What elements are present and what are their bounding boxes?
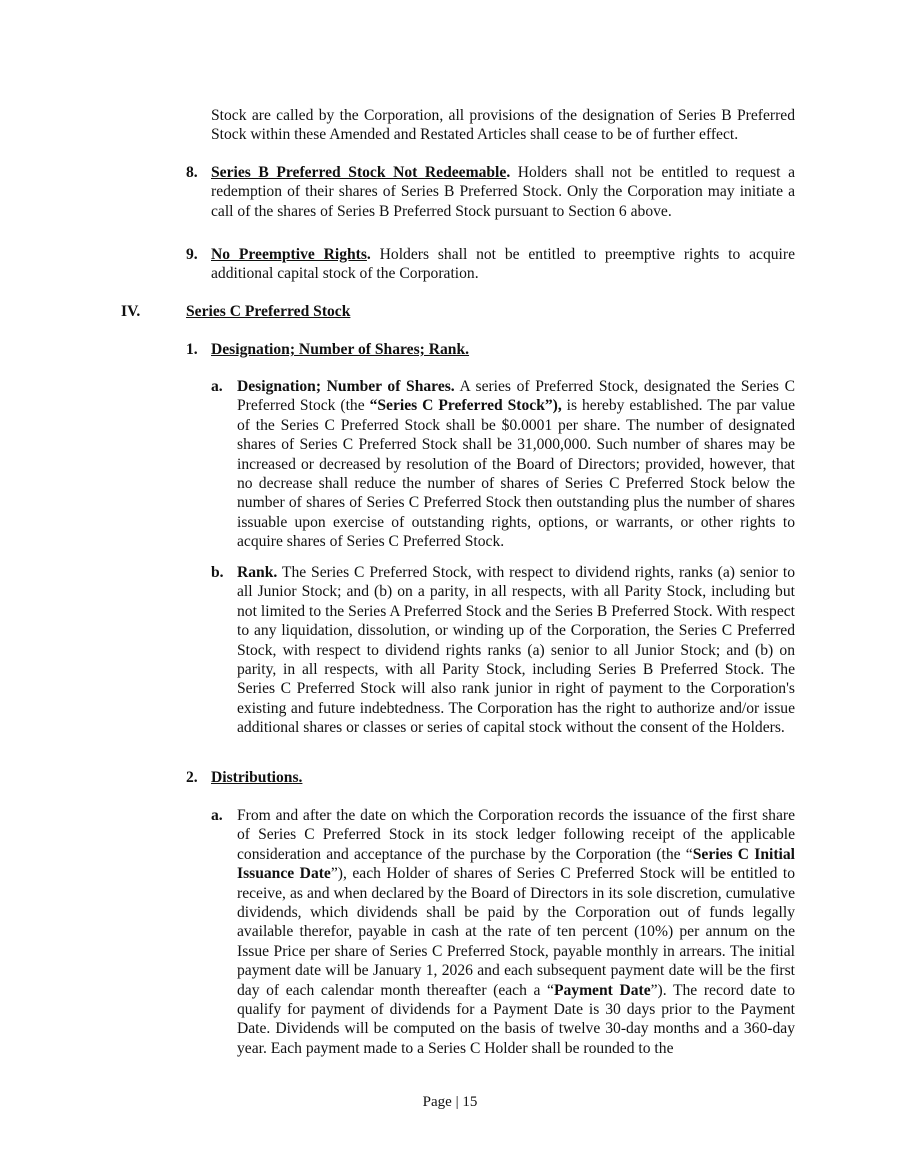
subsection-2a-paragraph: From and after the date on which the Corporation records the issuance of the first share of Series C Preferred Stock in its stock ledger following receipt of the applicable consideration and acceptance of the purchase by the Corporation (the “Series C Initial Issuance Date”), each Holder of shares of Series C Preferred Stock will be entitled to receive, as and when declared by the Board of Directors in its sole discretion, cumulative dividends, which dividends shall be paid by the Corporation out of funds legally available therefor, payable in cash at the rate of ten percent (10%) per annum on the Issue Price per share of Series C Preferred Stock, payable monthly in arrears. The initial payment date will be January 1, 2026 and each subsequent payment date will be the first day of each calendar month thereafter (each a “Payment Date”). The record date to qualify for payment of dividends for a Payment Date is 30 days prior to the Payment Date. Dividends will be computed on the basis of twelve 30-day months and a 360-day year. Each payment made to a Series C Holder shall be rounded to the: [237, 807, 796, 1057]
intro-text: Stock are called by the Corporation, all provisions of the designation of Series B Preferred Stock within these Amended and Restated Articles shall cease to be of further effect.: [211, 107, 795, 144]
subsection-1b-paragraph: Rank. The Series C Preferred Stock, with respect to dividend rights, ranks (a) senior to all Junior Stock; and (b) on a parity, in all respects, with all Parity Stock, including but not limited to the Series A Preferred Stock and the Series B Preferred Stock. With respect to any liquidation, dissolution, or winding up of the Corporation, the Series C Preferred Stock, with respect to dividend rights ranks (a) senior to all Junior Stock; and (b) on parity, in all respects, with all Parity Stock, including Series B Preferred Stock. The Series C Preferred Stock will also rank junior in right of payment to the Corporation's existing and future indebtedness. The Corporation has the right to authorize and/or issue additional shares or classes or series of capital stock without the consent of the Holders.: [237, 564, 795, 737]
defined-term-payment-date: Payment Date: [553, 981, 651, 999]
defined-term-initial-issuance-date: Series C Initial Issuance Date: [237, 845, 796, 883]
article-4-title: Series C Preferred Stock: [186, 303, 351, 320]
defined-term-series-c: “Series C Preferred Stock”),: [369, 397, 562, 415]
intro-paragraph: [211, 106, 795, 145]
subsection-2-title: Distributions.: [211, 769, 303, 786]
subsection-1a-title: Designation; Number of Shares.: [237, 378, 455, 395]
subsection-1b-title: Rank.: [237, 564, 278, 581]
subsection-1-number: 1.: [186, 341, 198, 358]
subsection-2a-label: a.: [211, 807, 223, 824]
subsection-1a-paragraph: Designation; Number of Shares. A series of Preferred Stock, designated the Series C Preferred Stock (the “Series C Preferred Stock”), is hereby established. The par value of the Series C Preferred Stock shall be $0.0001 per share. The number of designated shares of Series C Preferred Stock shall be 31,000,000. Such number of shares may be increased or decreased by resolution of the Board of Directors; provided, however, that no decrease shall reduce the number of shares of Series C Preferred Stock below the number of shares of Series C Preferred Stock then outstanding plus the number of shares issuable upon exercise of outstanding rights, options, or warrants, or other rights to acquire shares of Series C Preferred Stock.: [237, 378, 795, 551]
section-9-title: No Preemptive Rights: [211, 246, 367, 263]
section-8-number: 8.: [186, 164, 198, 181]
section-9-paragraph: No Preemptive Rights. Holders shall not be entitled to preemptive rights to acquire additional capital stock of the Corporation.: [211, 246, 795, 283]
subsection-2-number: 2.: [186, 769, 198, 786]
section-8-text: Holders shall not be entitled to request a redemption of their shares of Series B Preferred Stock. Only the Corporation may initiate a call of the shares of Series B Preferred Stock pursuant to Section 6 above.: [211, 164, 795, 220]
article-4-number: IV.: [121, 303, 141, 320]
section-8-title: Series B Preferred Stock Not Redeemable: [211, 164, 507, 181]
section-9-number: 9.: [186, 246, 198, 263]
subsection-1b-label: b.: [211, 564, 224, 581]
page-number-footer: Page | 15: [422, 1094, 478, 1110]
section-8-paragraph: Series B Preferred Stock Not Redeemable. Holders shall not be entitled to request a redemption of their shares of Series B Preferred Stock. Only the Corporation may initiate a call of the shares of Series B Preferred Stock pursuant to Section 6 above.: [211, 164, 795, 220]
section-9-text: Holders shall not be entitled to preemptive rights to acquire additional capital stock of the Corporation.: [211, 246, 795, 283]
subsection-1-title: Designation; Number of Shares; Rank.: [211, 341, 470, 358]
subsection-1a-label: a.: [211, 378, 223, 395]
